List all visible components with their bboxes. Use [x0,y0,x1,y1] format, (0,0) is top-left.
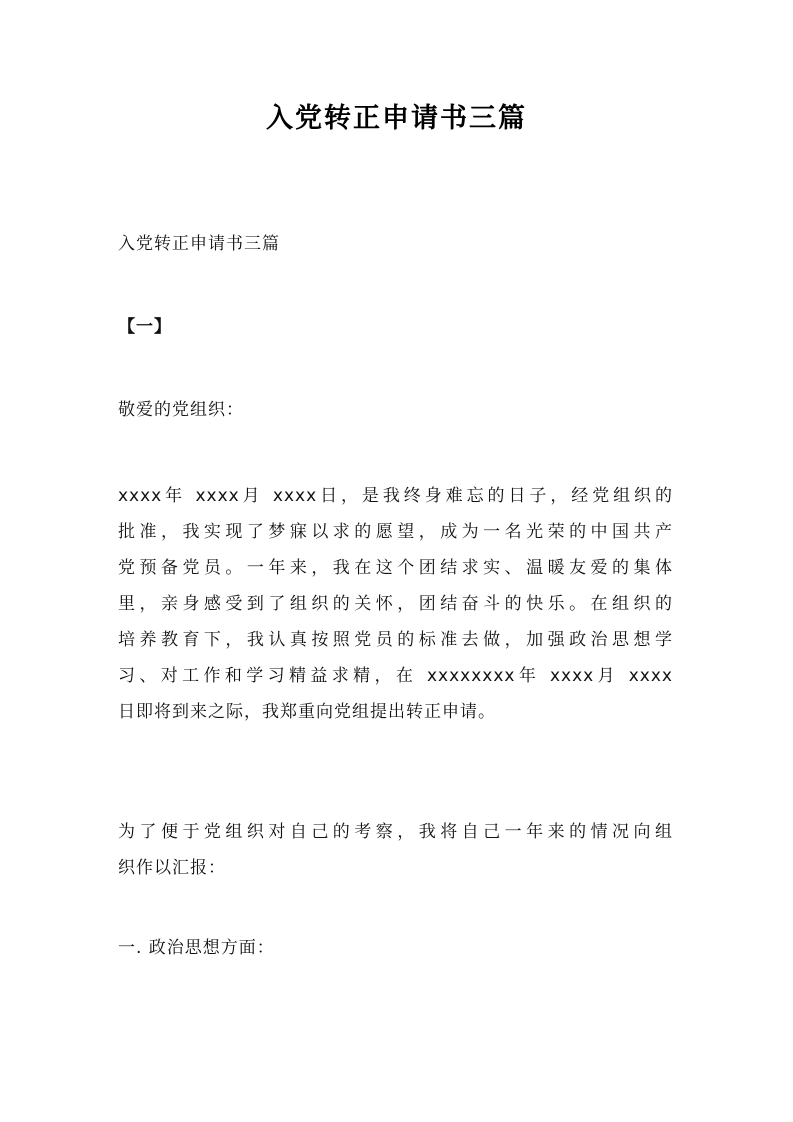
document-title: 入党转正申请书三篇 [266,103,527,134]
paragraph-line: 日即将到来之际，我郑重向党组提出转正申请。 [118,702,496,722]
paragraph-line: 为了便于党组织对自己的考察，我将自己一年来的情况向组 [118,822,673,842]
paragraph-line: 党预备党员。一年来，我在这个团结求实、温暖友爱的集体 [118,558,673,578]
section-marker: 【一】 [118,317,172,337]
document-subtitle: 入党转正申请书三篇 [118,234,280,254]
paragraph-2 [118,814,678,886]
paragraph-1 [118,478,678,730]
salutation: 敬爱的党组织： [118,400,244,420]
section-item-1: 一. 政治思想方面： [118,938,275,958]
paragraph-line: 培养教育下，我认真按照党员的标准去做，加强政治思想学 [118,630,673,650]
paragraph-line: 里，亲身感受到了组织的关怀，团结奋斗的快乐。在组织的 [118,594,673,614]
paragraph-line: xxxx年 xxxx月 xxxx日，是我终身难忘的日子，经党组织的 [118,486,673,506]
paragraph-line: 批准，我实现了梦寐以求的愿望，成为一名光荣的中国共产 [118,522,673,542]
paragraph-line: 习、对工作和学习精益求精，在 xxxxxxxx年 xxxx月 xxxx [118,666,673,686]
paragraph-line: 织作以汇报： [118,858,226,878]
